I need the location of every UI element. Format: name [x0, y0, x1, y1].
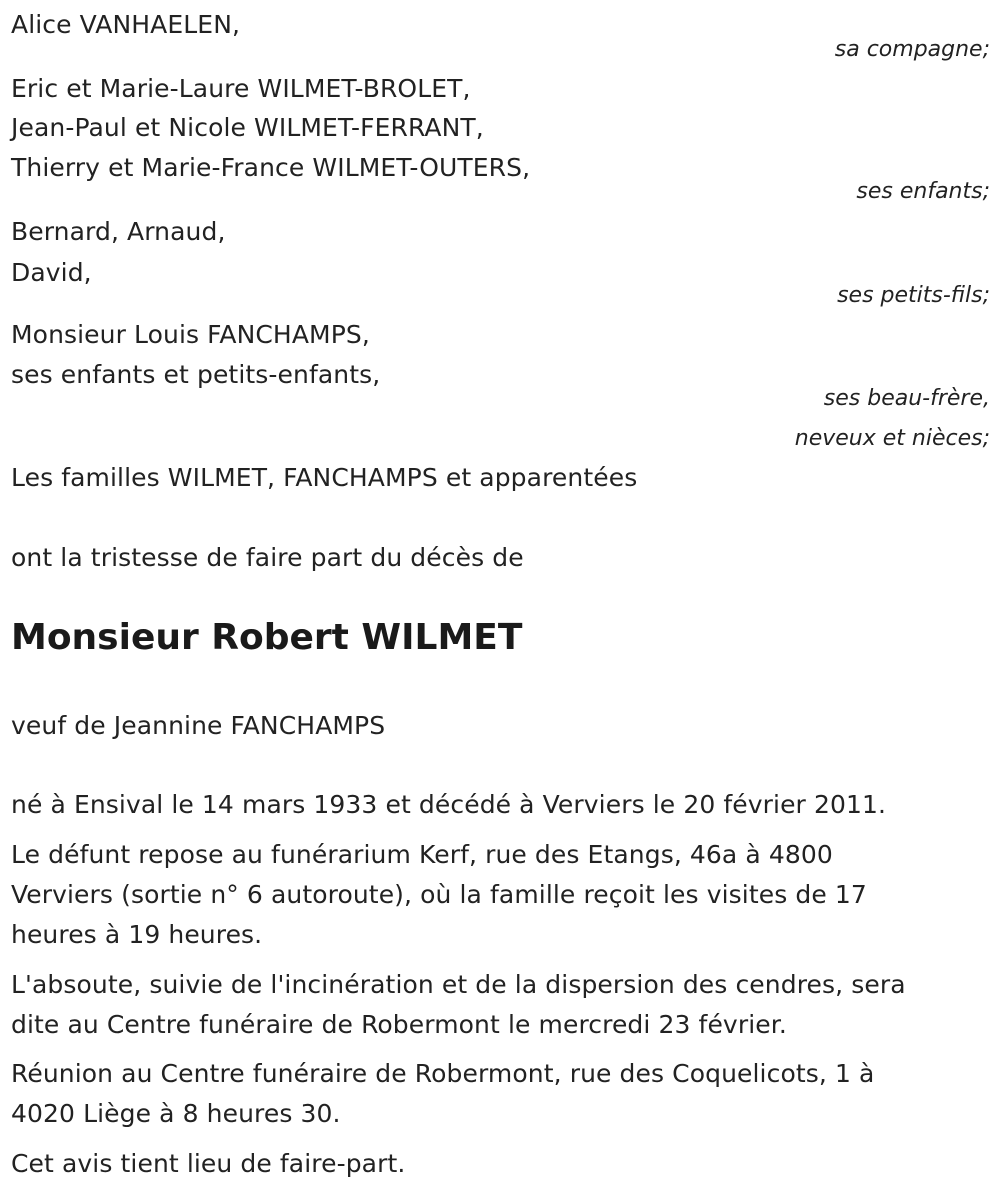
- closing-text: Cet avis tient lieu de faire-part.: [11, 1149, 406, 1178]
- family-line: Eric et Marie-Laure WILMET-BROLET,: [11, 74, 471, 103]
- announcement-text: ont la tristesse de faire part du décès de: [11, 543, 524, 572]
- visitation-text: Verviers (sortie n° 6 autoroute), où la famille reçoit les visites de 17: [11, 880, 867, 909]
- deceased-name: Monsieur Robert WILMET: [11, 617, 523, 658]
- family-line: Alice VANHAELEN,: [11, 10, 241, 39]
- ceremony-text: L'absoute, suivie de l'incinération et de la dispersion des cendres, sera: [11, 970, 906, 999]
- family-line: Thierry et Marie-France WILMET-OUTERS,: [11, 153, 531, 182]
- meeting-text: Réunion au Centre funéraire de Robermont, rue des Coquelicots, 1 à: [11, 1059, 875, 1088]
- family-role: ses enfants;: [856, 179, 990, 204]
- family-line: ses enfants et petits-enfants,: [11, 360, 381, 389]
- family-line: Jean-Paul et Nicole WILMET-FERRANT,: [11, 113, 484, 142]
- family-line: Les familles WILMET, FANCHAMPS et apparentées: [11, 463, 638, 492]
- family-role: neveux et nièces;: [794, 426, 990, 451]
- meeting-text: 4020 Liège à 8 heures 30.: [11, 1099, 341, 1128]
- widow-of-text: veuf de Jeannine FANCHAMPS: [11, 711, 386, 740]
- family-role: ses beau-frère,: [823, 386, 990, 411]
- family-line: Bernard, Arnaud,: [11, 217, 226, 246]
- visitation-text: Le défunt repose au funérarium Kerf, rue des Etangs, 46a à 4800: [11, 840, 833, 869]
- family-role: ses petits-fils;: [837, 283, 990, 308]
- birth-death-text: né à Ensival le 14 mars 1933 et décédé à Verviers le 20 février 2011.: [11, 790, 887, 819]
- family-line: David,: [11, 258, 92, 287]
- ceremony-text: dite au Centre funéraire de Robermont le mercredi 23 février.: [11, 1010, 787, 1039]
- visitation-text: heures à 19 heures.: [11, 920, 263, 949]
- family-line: Monsieur Louis FANCHAMPS,: [11, 320, 370, 349]
- family-role: sa compagne;: [834, 37, 990, 62]
